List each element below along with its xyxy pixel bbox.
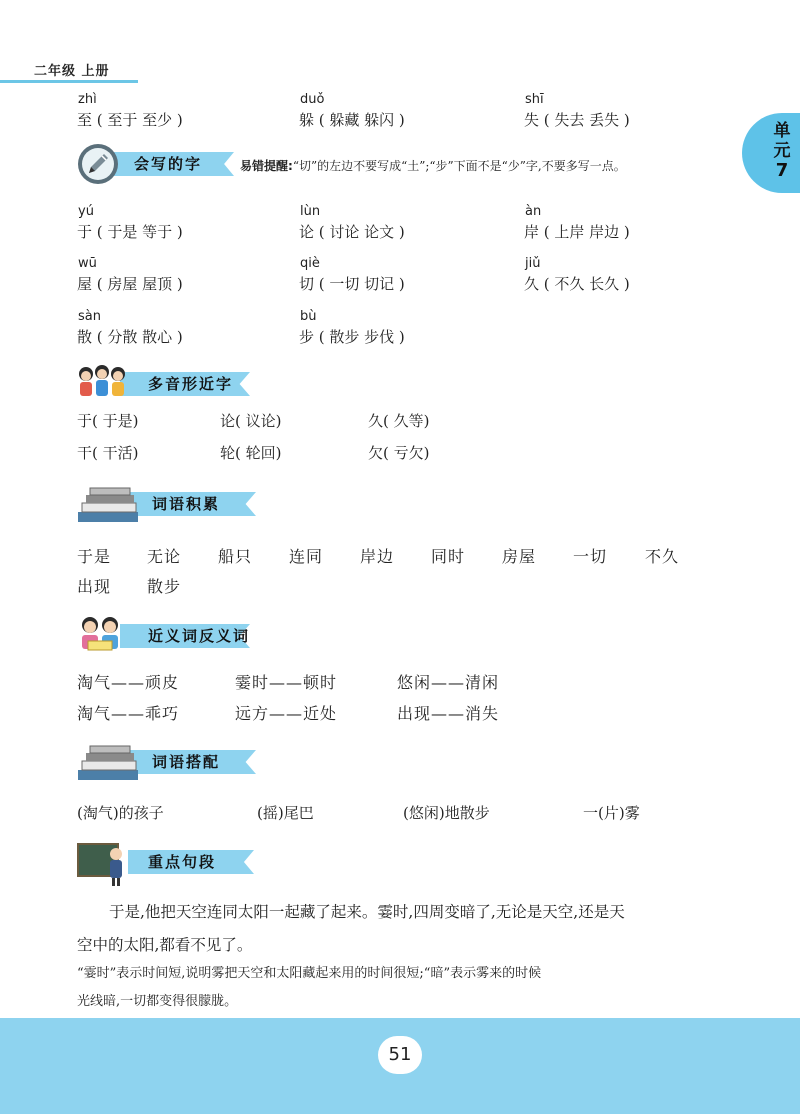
collocation-item: (悠闲)地散步 [403,804,490,822]
collocation-item: (摇)尾巴 [257,804,314,822]
pencil-icon [76,142,120,186]
key-passage-line-2: 空中的太阳,都看不见了。 [77,936,253,954]
char-entry: 至 ( 至于 至少 ) [77,111,183,129]
books-icon [76,740,142,784]
section-title: 多音形近字 [148,375,234,393]
poly-item: 论( 议论) [220,412,282,430]
word-pair: 淘气——顽皮 [77,673,180,692]
char-entry: 步 ( 散步 步伐 ) [299,328,405,346]
char-entry: 切 ( 一切 切记 ) [299,275,405,293]
section-title: 会写的字 [134,155,203,173]
children-group-icon [76,362,132,402]
char-entry: 于 ( 于是 等于 ) [77,223,183,241]
word-pair: 出现——消失 [397,704,500,723]
char-entry: 岸 ( 上岸 岸边 ) [524,223,630,241]
word-pair: 远方——近处 [235,704,338,723]
tip-text: “切”的左边不要写成“土”;“步”下面不是“少”字,不要多写一点。 [292,159,626,173]
pinyin: lùn [300,204,321,219]
vocab-word: 散步 [147,577,182,596]
grade-label: 二年级 上册 [34,64,110,79]
section-header-vocab [76,482,256,522]
vocab-word: 出现 [77,577,112,596]
word-pair: 淘气——乖巧 [77,704,180,723]
char-entry: 躲 ( 躲藏 躲闪 ) [299,111,405,129]
section-header-polyphone [76,362,252,402]
collocation-item: 一(片)雾 [583,804,640,822]
pinyin: àn [525,204,542,219]
poly-item: 干( 干活) [77,444,139,462]
vocab-word: 不久 [645,547,680,566]
word-pair: 霎时——顿时 [235,673,338,692]
unit-tab-line-1: 单 [773,121,791,141]
section-header-write [76,142,236,182]
char-entry: 论 ( 讨论 论文 ) [299,223,405,241]
teacher-blackboard-icon [76,840,130,888]
pinyin: bù [300,309,317,324]
section-title: 词语搭配 [152,753,221,771]
poly-item: 于( 于是) [77,412,139,430]
char-entry: 久 ( 不久 长久 ) [524,275,630,293]
pinyin: yú [78,204,94,219]
kids-reading-icon [76,614,126,658]
pinyin: jiǔ [525,256,541,271]
key-passage-line-1: 于是,他把天空连同太阳一起藏了起来。霎时,四周变暗了,无论是天空,还是天 [109,903,625,921]
pinyin: wū [78,256,97,271]
vocab-word: 船只 [218,547,253,566]
section-header-key-passage [76,840,256,880]
pinyin: zhì [78,92,97,107]
books-icon [76,482,142,526]
vocab-word: 连同 [289,547,324,566]
passage-note-line-2: 光线暗,一切都变得很朦胧。 [77,994,238,1009]
vocab-word: 房屋 [502,547,537,566]
vocab-word: 岸边 [360,547,395,566]
poly-item: 轮( 轮回) [220,444,282,462]
section-title: 重点句段 [148,853,217,871]
passage-note-line-1: “霎时”表示时间短,说明雾把天空和太阳藏起来用的时间很短;“暗”表示雾来的时候 [77,966,542,981]
pinyin: duǒ [300,92,325,107]
word-pair: 悠闲——清闲 [397,673,500,692]
pinyin: sàn [78,309,101,324]
section-title: 词语积累 [152,495,221,513]
section-header-synonyms [76,614,252,654]
char-entry: 失 ( 失去 丢失 ) [524,111,630,129]
vocab-word: 于是 [77,547,112,566]
vocab-word: 一切 [573,547,608,566]
char-entry: 屋 ( 房屋 屋顶 ) [77,275,183,293]
header-divider [0,80,138,83]
tip-note [240,157,626,174]
page-number: 51 [378,1036,422,1074]
tip-label: 易错提醒: [240,159,293,173]
poly-item: 久( 久等) [368,412,430,430]
poly-item: 欠( 亏欠) [368,444,430,462]
vocab-word: 无论 [147,547,182,566]
unit-tab [742,113,800,193]
unit-tab-line-2: 元 [773,141,791,161]
collocation-item: (淘气)的孩子 [77,804,164,822]
char-entry: 散 ( 分散 散心 ) [77,328,183,346]
vocab-word: 同时 [431,547,466,566]
section-title: 近义词反义词 [148,627,251,645]
pinyin: qiè [300,256,320,271]
section-header-collocation [76,740,256,780]
unit-tab-number: 7 [775,160,789,181]
pinyin: shī [525,92,544,107]
